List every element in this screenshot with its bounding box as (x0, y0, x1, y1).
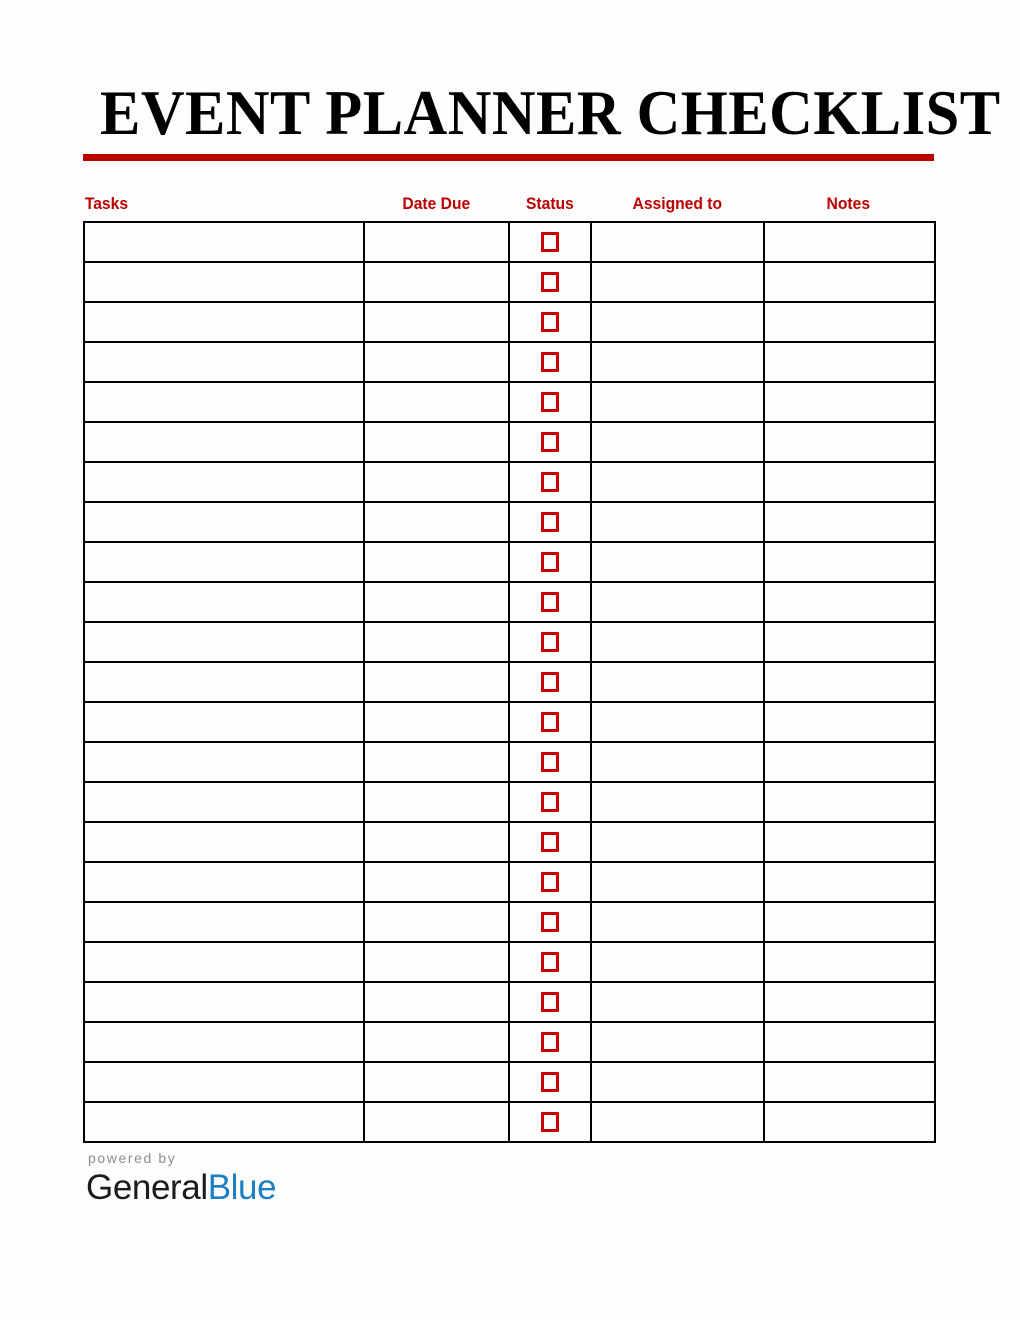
cell-notes[interactable] (764, 702, 935, 742)
cell-status[interactable] (509, 262, 591, 302)
cell-assigned-to-value (592, 642, 763, 643)
status-checkbox[interactable] (541, 352, 559, 372)
cell-tasks-value (85, 522, 363, 523)
cell-tasks[interactable] (84, 1062, 364, 1102)
cell-tasks-value (85, 562, 363, 563)
cell-tasks[interactable] (84, 222, 364, 262)
cell-date-due[interactable] (364, 422, 509, 462)
column-header-date-due: Date Due (402, 194, 471, 213)
table-row (84, 462, 935, 502)
cell-notes-value (765, 402, 934, 403)
cell-date-due-value (365, 682, 508, 683)
cell-notes-value (765, 562, 934, 563)
cell-notes-value (765, 722, 934, 723)
status-checkbox[interactable] (541, 272, 559, 292)
cell-date-due-value (365, 642, 508, 643)
cell-tasks[interactable] (84, 862, 364, 902)
cell-notes[interactable] (764, 422, 935, 462)
cell-notes-value (765, 1042, 934, 1043)
cell-notes[interactable] (764, 582, 935, 622)
cell-date-due-value (365, 362, 508, 363)
cell-status[interactable] (509, 502, 591, 542)
cell-assigned-to-value (592, 362, 763, 363)
cell-notes-value (765, 642, 934, 643)
status-checkbox[interactable] (541, 312, 559, 332)
cell-tasks-value (85, 442, 363, 443)
cell-date-due-value (365, 1042, 508, 1043)
cell-assigned-to-value (592, 882, 763, 883)
cell-tasks-value (85, 602, 363, 603)
cell-assigned-to[interactable] (591, 262, 764, 302)
cell-status[interactable] (509, 742, 591, 782)
cell-notes[interactable] (764, 742, 935, 782)
status-checkbox[interactable] (541, 592, 559, 612)
cell-notes[interactable] (764, 502, 935, 542)
status-checkbox[interactable] (541, 512, 559, 532)
cell-date-due[interactable] (364, 702, 509, 742)
cell-assigned-to-value (592, 762, 763, 763)
cell-date-due-value (365, 922, 508, 923)
cell-tasks-value (85, 1122, 363, 1123)
checklist-table-body (84, 222, 935, 1142)
cell-status[interactable] (509, 622, 591, 662)
status-checkbox[interactable] (541, 832, 559, 852)
table-row (84, 422, 935, 462)
cell-notes-value (765, 242, 934, 243)
cell-assigned-to-value (592, 962, 763, 963)
status-checkbox[interactable] (541, 672, 559, 692)
cell-date-due[interactable] (364, 622, 509, 662)
cell-tasks-value (85, 922, 363, 923)
cell-date-due[interactable] (364, 822, 509, 862)
cell-assigned-to[interactable] (591, 742, 764, 782)
cell-tasks-value (85, 642, 363, 643)
cell-date-due[interactable] (364, 382, 509, 422)
status-checkbox[interactable] (541, 232, 559, 252)
cell-notes-value (765, 522, 934, 523)
cell-tasks[interactable] (84, 782, 364, 822)
cell-status[interactable] (509, 1022, 591, 1062)
table-row (84, 1062, 935, 1102)
cell-notes-value (765, 802, 934, 803)
status-checkbox[interactable] (541, 792, 559, 812)
cell-assigned-to[interactable] (591, 942, 764, 982)
status-checkbox[interactable] (541, 552, 559, 572)
cell-assigned-to[interactable] (591, 582, 764, 622)
cell-notes-value (765, 842, 934, 843)
cell-notes[interactable] (764, 262, 935, 302)
cell-assigned-to[interactable] (591, 1022, 764, 1062)
page-title: EVENT PLANNER CHECKLIST (100, 78, 1001, 148)
cell-notes[interactable] (764, 382, 935, 422)
table-row (84, 302, 935, 342)
cell-date-due-value (365, 482, 508, 483)
cell-tasks[interactable] (84, 982, 364, 1022)
status-checkbox[interactable] (541, 872, 559, 892)
cell-tasks-value (85, 762, 363, 763)
cell-date-due[interactable] (364, 862, 509, 902)
cell-assigned-to[interactable] (591, 382, 764, 422)
footer-logo (86, 1150, 276, 1208)
cell-status[interactable] (509, 822, 591, 862)
cell-assigned-to[interactable] (591, 982, 764, 1022)
cell-tasks[interactable] (84, 902, 364, 942)
cell-notes-value (765, 762, 934, 763)
cell-assigned-to[interactable] (591, 462, 764, 502)
cell-notes[interactable] (764, 822, 935, 862)
logo-text-blue: Blue (207, 1168, 277, 1207)
status-checkbox[interactable] (541, 1032, 559, 1052)
cell-assigned-to[interactable] (591, 502, 764, 542)
cell-tasks-value (85, 282, 363, 283)
column-header-status: Status (526, 194, 574, 213)
cell-date-due-value (365, 962, 508, 963)
cell-status[interactable] (509, 582, 591, 622)
cell-assigned-to-value (592, 1122, 763, 1123)
table-row (84, 822, 935, 862)
status-checkbox[interactable] (541, 472, 559, 492)
cell-notes-value (765, 1122, 934, 1123)
cell-date-due-value (365, 802, 508, 803)
table-row (84, 662, 935, 702)
status-checkbox[interactable] (541, 752, 559, 772)
cell-tasks-value (85, 842, 363, 843)
logo-text-general: General (86, 1168, 208, 1207)
column-header-tasks: Tasks (84, 194, 129, 213)
cell-status[interactable] (509, 302, 591, 342)
cell-date-due-value (365, 522, 508, 523)
cell-assigned-to[interactable] (591, 222, 764, 262)
cell-assigned-to-value (592, 522, 763, 523)
cell-notes[interactable] (764, 982, 935, 1022)
cell-date-due[interactable] (364, 782, 509, 822)
table-row (84, 1022, 935, 1062)
status-checkbox[interactable] (541, 992, 559, 1012)
cell-status[interactable] (509, 982, 591, 1022)
cell-notes-value (765, 682, 934, 683)
table-row (84, 582, 935, 622)
cell-tasks-value (85, 962, 363, 963)
cell-status[interactable] (509, 422, 591, 462)
cell-status[interactable] (509, 662, 591, 702)
cell-tasks[interactable] (84, 622, 364, 662)
cell-assigned-to[interactable] (591, 862, 764, 902)
cell-notes-value (765, 1002, 934, 1003)
cell-status[interactable] (509, 782, 591, 822)
cell-date-due[interactable] (364, 262, 509, 302)
cell-date-due-value (365, 1122, 508, 1123)
cell-date-due[interactable] (364, 942, 509, 982)
cell-tasks[interactable] (84, 382, 364, 422)
cell-date-due-value (365, 722, 508, 723)
cell-assigned-to[interactable] (591, 422, 764, 462)
cell-date-due[interactable] (364, 222, 509, 262)
cell-tasks[interactable] (84, 1022, 364, 1062)
cell-notes[interactable] (764, 1022, 935, 1062)
cell-assigned-to-value (592, 682, 763, 683)
cell-date-due-value (365, 562, 508, 563)
cell-notes-value (765, 962, 934, 963)
cell-date-due[interactable] (364, 502, 509, 542)
cell-status[interactable] (509, 222, 591, 262)
cell-notes[interactable] (764, 542, 935, 582)
table-row (84, 782, 935, 822)
cell-tasks[interactable] (84, 342, 364, 382)
cell-tasks-value (85, 722, 363, 723)
table-row (84, 1102, 935, 1142)
cell-date-due[interactable] (364, 902, 509, 942)
cell-tasks[interactable] (84, 542, 364, 582)
cell-date-due-value (365, 282, 508, 283)
cell-notes[interactable] (764, 862, 935, 902)
cell-date-due[interactable] (364, 742, 509, 782)
cell-assigned-to-value (592, 242, 763, 243)
cell-assigned-to[interactable] (591, 822, 764, 862)
checklist-table (83, 221, 936, 1143)
cell-assigned-to[interactable] (591, 302, 764, 342)
cell-status[interactable] (509, 942, 591, 982)
table-row (84, 862, 935, 902)
cell-date-due-value (365, 322, 508, 323)
cell-assigned-to-value (592, 562, 763, 563)
cell-notes[interactable] (764, 782, 935, 822)
cell-date-due[interactable] (364, 582, 509, 622)
cell-notes[interactable] (764, 662, 935, 702)
cell-tasks[interactable] (84, 422, 364, 462)
cell-date-due[interactable] (364, 662, 509, 702)
table-row (84, 702, 935, 742)
cell-tasks-value (85, 682, 363, 683)
cell-tasks-value (85, 882, 363, 883)
cell-tasks-value (85, 1082, 363, 1083)
cell-notes-value (765, 322, 934, 323)
cell-status[interactable] (509, 1062, 591, 1102)
title-block (83, 78, 1001, 161)
cell-notes-value (765, 1082, 934, 1083)
cell-status[interactable] (509, 702, 591, 742)
cell-assigned-to-value (592, 1042, 763, 1043)
cell-tasks[interactable] (84, 742, 364, 782)
cell-tasks[interactable] (84, 502, 364, 542)
cell-assigned-to[interactable] (591, 782, 764, 822)
status-checkbox[interactable] (541, 912, 559, 932)
cell-date-due-value (365, 602, 508, 603)
cell-notes-value (765, 882, 934, 883)
cell-date-due[interactable] (364, 462, 509, 502)
cell-notes[interactable] (764, 622, 935, 662)
cell-assigned-to-value (592, 802, 763, 803)
cell-date-due[interactable] (364, 982, 509, 1022)
table-row (84, 942, 935, 982)
cell-date-due[interactable] (364, 1102, 509, 1142)
column-header-assigned-to: Assigned to (632, 194, 722, 213)
cell-date-due[interactable] (364, 302, 509, 342)
cell-date-due-value (365, 882, 508, 883)
table-row (84, 902, 935, 942)
cell-assigned-to-value (592, 282, 763, 283)
cell-assigned-to-value (592, 1082, 763, 1083)
cell-assigned-to[interactable] (591, 662, 764, 702)
cell-assigned-to[interactable] (591, 902, 764, 942)
table-row (84, 502, 935, 542)
cell-tasks[interactable] (84, 582, 364, 622)
cell-tasks[interactable] (84, 1102, 364, 1142)
title-divider-rule (83, 154, 934, 161)
cell-assigned-to-value (592, 402, 763, 403)
cell-notes-value (765, 282, 934, 283)
cell-tasks-value (85, 242, 363, 243)
cell-assigned-to[interactable] (591, 1102, 764, 1142)
cell-assigned-to[interactable] (591, 1062, 764, 1102)
status-checkbox[interactable] (541, 952, 559, 972)
cell-notes[interactable] (764, 942, 935, 982)
cell-notes[interactable] (764, 222, 935, 262)
cell-notes-value (765, 602, 934, 603)
status-checkbox[interactable] (541, 1112, 559, 1132)
cell-status[interactable] (509, 542, 591, 582)
cell-status[interactable] (509, 862, 591, 902)
cell-assigned-to-value (592, 842, 763, 843)
table-row (84, 542, 935, 582)
cell-date-due[interactable] (364, 542, 509, 582)
table-row (84, 622, 935, 662)
status-checkbox[interactable] (541, 432, 559, 452)
cell-assigned-to-value (592, 482, 763, 483)
cell-assigned-to[interactable] (591, 622, 764, 662)
table-row (84, 982, 935, 1022)
cell-date-due-value (365, 1082, 508, 1083)
cell-tasks-value (85, 322, 363, 323)
cell-assigned-to-value (592, 442, 763, 443)
status-checkbox[interactable] (541, 1072, 559, 1092)
cell-assigned-to-value (592, 1002, 763, 1003)
cell-notes[interactable] (764, 902, 935, 942)
cell-status[interactable] (509, 1102, 591, 1142)
cell-assigned-to-value (592, 722, 763, 723)
cell-assigned-to[interactable] (591, 342, 764, 382)
cell-tasks[interactable] (84, 462, 364, 502)
cell-date-due-value (365, 442, 508, 443)
cell-notes-value (765, 362, 934, 363)
cell-date-due[interactable] (364, 1022, 509, 1062)
table-row (84, 342, 935, 382)
cell-notes[interactable] (764, 1102, 935, 1142)
cell-status[interactable] (509, 382, 591, 422)
cell-date-due[interactable] (364, 342, 509, 382)
table-column-headers (83, 194, 934, 220)
cell-date-due-value (365, 242, 508, 243)
cell-tasks[interactable] (84, 702, 364, 742)
cell-date-due[interactable] (364, 1062, 509, 1102)
table-row (84, 262, 935, 302)
cell-status[interactable] (509, 902, 591, 942)
cell-assigned-to-value (592, 322, 763, 323)
status-checkbox[interactable] (541, 712, 559, 732)
cell-tasks-value (85, 362, 363, 363)
cell-notes-value (765, 442, 934, 443)
cell-assigned-to-value (592, 602, 763, 603)
cell-assigned-to[interactable] (591, 702, 764, 742)
cell-tasks[interactable] (84, 822, 364, 862)
cell-date-due-value (365, 1002, 508, 1003)
cell-status[interactable] (509, 342, 591, 382)
cell-date-due-value (365, 762, 508, 763)
table-row (84, 222, 935, 262)
cell-notes[interactable] (764, 462, 935, 502)
cell-tasks-value (85, 802, 363, 803)
cell-status[interactable] (509, 462, 591, 502)
table-row (84, 742, 935, 782)
cell-notes[interactable] (764, 1062, 935, 1102)
status-checkbox[interactable] (541, 632, 559, 652)
table-row (84, 382, 935, 422)
generalblue-logo (86, 1168, 276, 1208)
cell-notes[interactable] (764, 342, 935, 382)
cell-tasks-value (85, 482, 363, 483)
status-checkbox[interactable] (541, 392, 559, 412)
cell-notes[interactable] (764, 302, 935, 342)
powered-by-label: powered by (88, 1150, 177, 1166)
column-header-notes: Notes (826, 194, 871, 213)
cell-date-due-value (365, 402, 508, 403)
cell-assigned-to[interactable] (591, 542, 764, 582)
cell-tasks-value (85, 1002, 363, 1003)
cell-date-due-value (365, 842, 508, 843)
cell-tasks[interactable] (84, 302, 364, 342)
cell-tasks-value (85, 1042, 363, 1043)
cell-notes-value (765, 922, 934, 923)
cell-tasks-value (85, 402, 363, 403)
cell-notes-value (765, 482, 934, 483)
cell-tasks[interactable] (84, 942, 364, 982)
cell-assigned-to-value (592, 922, 763, 923)
cell-tasks[interactable] (84, 662, 364, 702)
cell-tasks[interactable] (84, 262, 364, 302)
